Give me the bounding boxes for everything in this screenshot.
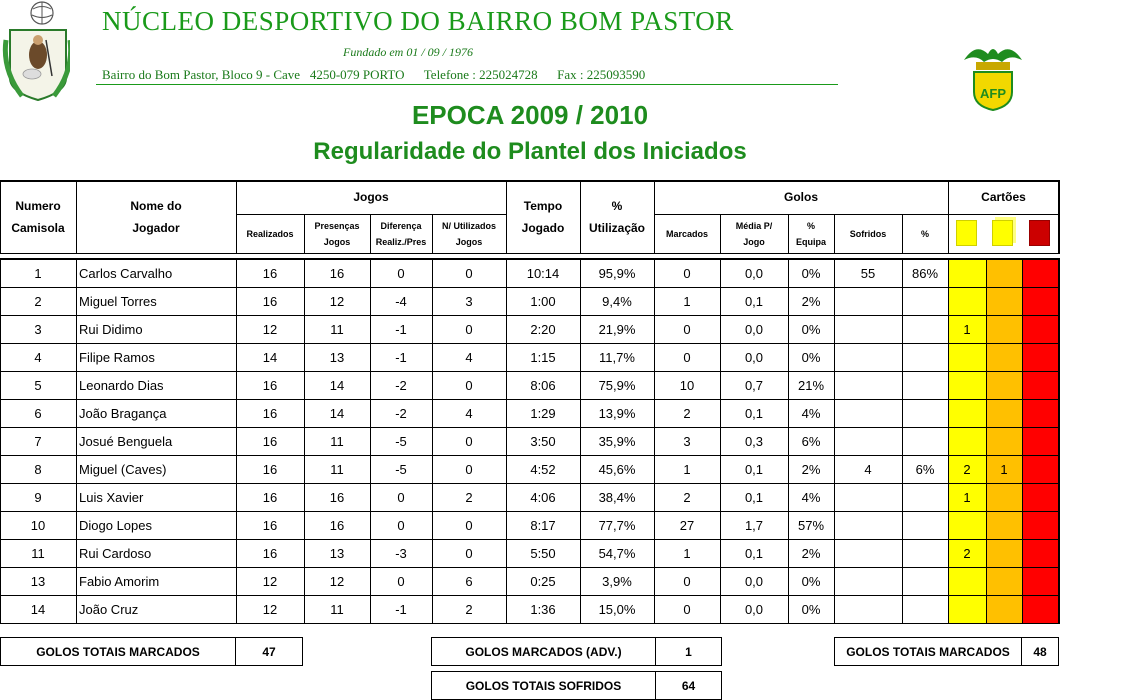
header-usage-pct-line2: Utilização	[588, 220, 645, 235]
cell-name: João Bragança	[79, 405, 167, 421]
cell-pct	[902, 399, 948, 427]
total-goals-conceded-label: GOLOS TOTAIS SOFRIDOS	[431, 671, 656, 700]
cell-tempo: 8:06	[530, 377, 556, 393]
cell-pct	[902, 371, 948, 399]
header-unused-line2: Jogos	[455, 236, 483, 247]
cell-pct	[902, 511, 948, 539]
cell-nutil: 2	[465, 489, 473, 505]
cell-name: João Cruz	[79, 601, 139, 617]
opponent-own-goals-value: 1	[655, 637, 722, 666]
header-usage-pct	[580, 180, 654, 253]
cell-y	[948, 259, 986, 287]
cell-dif: -1	[395, 321, 407, 337]
cell-media: 0,1	[744, 545, 764, 561]
cell-media: 0,1	[744, 293, 764, 309]
cell-media: 0,0	[744, 601, 764, 617]
cell-name: Carlos Carvalho	[79, 265, 173, 281]
cell-nutil: 0	[465, 545, 473, 561]
cell-y	[948, 427, 986, 455]
cell-nutil: 0	[465, 377, 473, 393]
club-address: Bairro do Bom Pastor, Bloco 9 - Cave 4250-079 PORTO Telefone : 225024728 Fax : 225093590	[102, 67, 646, 82]
cell-media: 0,1	[744, 461, 764, 477]
cell-y2	[986, 287, 1022, 315]
cell-y2	[986, 567, 1022, 595]
cell-media: 0,1	[744, 405, 764, 421]
cell-nutil: 4	[465, 405, 473, 421]
header-games-played-line1: Realizados	[246, 228, 294, 239]
club-name: NÚCLEO DESPORTIVO DO BAIRRO BOM PASTOR	[102, 6, 734, 36]
header-time-played-line1: Tempo	[523, 198, 563, 213]
cell-marc: 2	[683, 405, 691, 421]
cell-real: 12	[262, 573, 278, 589]
cell-pres: 12	[329, 293, 345, 309]
cell-equipa: 2%	[801, 461, 821, 477]
cell-marc: 2	[683, 489, 691, 505]
header-team-pct-line1: %	[806, 220, 815, 231]
cell-nutil: 0	[465, 321, 473, 337]
cell-real: 14	[262, 349, 278, 365]
cell-sofr	[834, 427, 902, 455]
cell-pct	[902, 539, 948, 567]
cell-equipa: 21%	[797, 377, 825, 393]
header-appearances	[304, 214, 370, 253]
cell-media: 0,1	[744, 489, 764, 505]
cell-tempo: 2:20	[530, 321, 556, 337]
cell-media: 0,7	[744, 377, 764, 393]
cell-real: 16	[262, 489, 278, 505]
cell-pct	[902, 343, 948, 371]
cell-y2	[986, 511, 1022, 539]
cell-equipa: 0%	[801, 573, 821, 589]
cell-sofr	[834, 315, 902, 343]
header-unused	[432, 214, 506, 253]
cell-nutil: 3	[465, 293, 473, 309]
header-team-pct-line2: Equipa	[795, 236, 826, 247]
cell-util: 13,9%	[598, 405, 636, 421]
cell-num: 6	[34, 405, 42, 421]
cell-r	[1022, 371, 1059, 399]
header-team-pct	[788, 214, 834, 253]
cell-y	[948, 287, 986, 315]
opponent-own-goals-label: GOLOS MARCADOS (ADV.)	[431, 637, 656, 666]
cell-tempo: 1:36	[530, 601, 556, 617]
cell-equipa: 4%	[801, 489, 821, 505]
cell-equipa: 2%	[801, 545, 821, 561]
cell-tempo: 10:14	[526, 265, 560, 281]
header-goals-scored-line1: Marcados	[665, 228, 709, 239]
cell-equipa: 0%	[801, 349, 821, 365]
header-unused-line1: N/ Utilizados	[441, 220, 496, 231]
cell-dif: 0	[397, 489, 405, 505]
cell-nutil: 0	[465, 433, 473, 449]
cell-y	[948, 399, 986, 427]
cell-pct	[902, 483, 948, 511]
cell-y2	[986, 539, 1022, 567]
cell-marc: 3	[683, 433, 691, 449]
red-card-icon	[1029, 220, 1050, 246]
cell-util: 54,7%	[598, 545, 636, 561]
cell-real: 12	[262, 321, 278, 337]
cell-real: 16	[262, 517, 278, 533]
grid-line	[948, 214, 1059, 215]
cell-y2	[986, 343, 1022, 371]
cell-y2	[986, 315, 1022, 343]
cell-util: 45,6%	[598, 461, 636, 477]
cell-util: 38,4%	[598, 489, 636, 505]
cell-dif: -2	[395, 405, 407, 421]
cell-y: 2	[963, 545, 971, 561]
cell-y2: 1	[1000, 461, 1008, 477]
cell-r	[1022, 259, 1059, 287]
cell-pct	[902, 287, 948, 315]
cell-num: 1	[34, 265, 42, 281]
header-appearances-line2: Jogos	[323, 236, 351, 247]
header-player-name-line2: Jogador	[132, 220, 180, 235]
cell-num: 7	[34, 433, 42, 449]
cell-num: 10	[30, 517, 46, 533]
cell-tempo: 1:00	[530, 293, 556, 309]
header-time-played	[506, 180, 580, 253]
cell-equipa: 0%	[801, 321, 821, 337]
header-usage-pct-line1: %	[611, 198, 623, 213]
cell-equipa: 57%	[797, 517, 825, 533]
cell-num: 2	[34, 293, 42, 309]
cell-sofr	[834, 511, 902, 539]
header-difference-line1: Diferença	[380, 220, 422, 231]
cell-y2	[986, 371, 1022, 399]
cell-tempo: 1:29	[530, 405, 556, 421]
cell-r	[1022, 455, 1059, 483]
header-goals-conceded	[834, 214, 902, 253]
cell-util: 21,9%	[598, 321, 636, 337]
cell-marc: 0	[683, 601, 691, 617]
header-goals-group: Golos	[783, 190, 818, 204]
cell-name: Fabio Amorim	[79, 573, 160, 589]
cell-pct	[902, 315, 948, 343]
grand-total-goals-label: GOLOS TOTAIS MARCADOS	[834, 637, 1022, 666]
cell-sofr: 4	[864, 461, 872, 477]
cell-equipa: 6%	[801, 433, 821, 449]
cell-r	[1022, 483, 1059, 511]
cell-sofr	[834, 399, 902, 427]
cell-y: 1	[963, 489, 971, 505]
cell-nutil: 0	[465, 461, 473, 477]
cell-tempo: 5:50	[530, 545, 556, 561]
cell-tempo: 8:17	[530, 517, 556, 533]
header-games-played	[236, 214, 304, 253]
cell-pct	[902, 567, 948, 595]
cell-pres: 13	[329, 349, 345, 365]
cell-r	[1022, 595, 1059, 623]
header-games-group: Jogos	[353, 190, 389, 204]
cell-util: 15,0%	[598, 601, 636, 617]
header-conceded-pct	[902, 214, 948, 253]
cell-media: 0,0	[744, 349, 764, 365]
cell-pres: 16	[329, 265, 345, 281]
cell-pres: 14	[329, 377, 345, 393]
cell-name: Rui Cardoso	[79, 545, 152, 561]
cell-media: 0,0	[744, 573, 764, 589]
cell-sofr	[834, 371, 902, 399]
header-goals-per-game-line2: Jogo	[743, 236, 765, 247]
cell-real: 16	[262, 545, 278, 561]
cell-dif: -5	[395, 433, 407, 449]
header-difference-line2: Realiz./Pres	[375, 236, 427, 247]
cell-real: 16	[262, 405, 278, 421]
cell-y	[948, 595, 986, 623]
cell-tempo: 3:50	[530, 433, 556, 449]
cell-real: 16	[262, 265, 278, 281]
cell-num: 13	[30, 573, 46, 589]
cell-marc: 0	[683, 573, 691, 589]
cell-dif: 0	[397, 517, 405, 533]
cell-y	[948, 567, 986, 595]
cell-pres: 11	[330, 321, 344, 337]
cell-real: 12	[262, 601, 278, 617]
header-goals-per-game	[720, 214, 788, 253]
cell-marc: 27	[679, 517, 695, 533]
cell-y2	[986, 427, 1022, 455]
cell-num: 4	[34, 349, 42, 365]
cell-nutil: 6	[465, 573, 473, 589]
report-title: Regularidade do Plantel dos Iniciados	[313, 138, 747, 165]
cell-num: 5	[34, 377, 42, 393]
cell-y2	[986, 259, 1022, 287]
cell-pres: 14	[329, 405, 345, 421]
cell-sofr: 55	[860, 265, 876, 281]
cell-util: 95,9%	[598, 265, 636, 281]
cell-real: 16	[262, 461, 278, 477]
cell-equipa: 0%	[801, 265, 821, 281]
cell-r	[1022, 539, 1059, 567]
cell-r	[1022, 343, 1059, 371]
cell-marc: 10	[679, 377, 695, 393]
cell-name: Filipe Ramos	[79, 349, 155, 365]
cell-pres: 12	[329, 573, 345, 589]
cell-nutil: 0	[465, 517, 473, 533]
grid-line	[1059, 259, 1060, 623]
cell-dif: -5	[395, 461, 407, 477]
header-shirt-number-line2: Camisola	[11, 220, 65, 235]
yellow-card-icon	[956, 220, 977, 246]
cell-util: 9,4%	[602, 293, 632, 309]
cell-dif: -2	[395, 377, 407, 393]
cell-sofr	[834, 343, 902, 371]
double-yellow-card-icon	[992, 220, 1013, 246]
cell-y	[948, 511, 986, 539]
cell-sofr	[834, 595, 902, 623]
cell-r	[1022, 427, 1059, 455]
grid-line	[0, 253, 1060, 254]
cell-real: 16	[262, 377, 278, 393]
cell-name: Josué Benguela	[79, 433, 173, 449]
cell-r	[1022, 511, 1059, 539]
grid-line	[948, 214, 949, 253]
cell-name: Miguel (Caves)	[79, 461, 167, 477]
total-goals-scored-value: 47	[235, 637, 303, 666]
cell-media: 0,0	[744, 265, 764, 281]
cell-dif: -1	[395, 349, 407, 365]
header-goals-conceded-line1: Sofridos	[849, 228, 887, 239]
header-goals-scored	[654, 214, 720, 253]
cell-y	[948, 343, 986, 371]
header-appearances-line1: Presenças	[314, 220, 360, 231]
header-cards-group: Cartões	[981, 190, 1026, 204]
cell-marc: 1	[683, 545, 691, 561]
cell-equipa: 4%	[801, 405, 821, 421]
cell-media: 0,0	[744, 321, 764, 337]
cell-name: Luis Xavier	[79, 489, 144, 505]
total-goals-conceded-value: 64	[655, 671, 722, 700]
header-player-name-line1: Nome do	[130, 198, 182, 213]
cell-r	[1022, 567, 1059, 595]
cell-r	[1022, 287, 1059, 315]
cell-tempo: 1:15	[530, 349, 556, 365]
grand-total-goals-value: 48	[1021, 637, 1059, 666]
cell-sofr	[834, 483, 902, 511]
grid-line	[0, 623, 1060, 624]
cell-y	[948, 371, 986, 399]
season-title: EPOCA 2009 / 2010	[411, 100, 649, 130]
cell-dif: -4	[395, 293, 407, 309]
cell-dif: -3	[395, 545, 407, 561]
cell-pct: 86%	[911, 265, 939, 281]
cell-util: 77,7%	[598, 517, 636, 533]
cell-sofr	[834, 287, 902, 315]
total-goals-scored-label: GOLOS TOTAIS MARCADOS	[0, 637, 236, 666]
cell-nutil: 2	[465, 601, 473, 617]
cell-media: 1,7	[744, 517, 764, 533]
cell-util: 35,9%	[598, 433, 636, 449]
cell-marc: 0	[683, 321, 691, 337]
grid-line	[1059, 180, 1060, 253]
cell-y2	[986, 595, 1022, 623]
cell-num: 3	[34, 321, 42, 337]
cell-sofr	[834, 567, 902, 595]
cell-name: Leonardo Dias	[79, 377, 164, 393]
cell-pres: 11	[330, 461, 344, 477]
cell-marc: 1	[683, 293, 691, 309]
cell-tempo: 4:06	[530, 489, 556, 505]
cell-nutil: 0	[465, 265, 473, 281]
header-difference	[370, 214, 432, 253]
cell-equipa: 0%	[801, 601, 821, 617]
cell-name: Rui Didimo	[79, 321, 143, 337]
cell-util: 11,7%	[599, 349, 635, 365]
cell-equipa: 2%	[801, 293, 821, 309]
header-shirt-number-line1: Numero	[15, 198, 61, 213]
cell-pres: 16	[329, 489, 345, 505]
cell-y2	[986, 399, 1022, 427]
header-player-name	[76, 180, 236, 253]
cell-num: 9	[34, 489, 42, 505]
cell-sofr	[834, 539, 902, 567]
cell-dif: -1	[395, 601, 407, 617]
cell-nutil: 4	[465, 349, 473, 365]
cell-media: 0,3	[744, 433, 764, 449]
cell-pct	[902, 595, 948, 623]
cell-util: 3,9%	[602, 573, 632, 589]
cell-r	[1022, 315, 1059, 343]
cell-num: 8	[34, 461, 42, 477]
cell-num: 14	[30, 601, 46, 617]
cell-real: 16	[262, 293, 278, 309]
cell-name: Diogo Lopes	[79, 517, 152, 533]
header-time-played-line2: Jogado	[521, 220, 565, 235]
cell-marc: 0	[683, 265, 691, 281]
cell-r	[1022, 399, 1059, 427]
cell-pres: 16	[329, 517, 345, 533]
founded-date: Fundado em 01 / 09 / 1976	[343, 45, 473, 59]
cell-pres: 13	[329, 545, 345, 561]
cell-real: 16	[262, 433, 278, 449]
cell-marc: 1	[683, 461, 691, 477]
cell-dif: 0	[397, 265, 405, 281]
association-crest-letters: AFP	[980, 86, 1006, 101]
cell-dif: 0	[397, 573, 405, 589]
cell-y2	[986, 483, 1022, 511]
cell-num: 11	[31, 545, 45, 561]
header-conceded-pct-line1: %	[920, 228, 929, 239]
cell-marc: 0	[683, 349, 691, 365]
cell-tempo: 4:52	[530, 461, 556, 477]
cell-y: 2	[963, 461, 971, 477]
header-goals-per-game-line1: Média P/	[735, 220, 773, 231]
cell-pres: 11	[330, 433, 344, 449]
cell-name: Miguel Torres	[79, 293, 157, 309]
cell-tempo: 0:25	[530, 573, 556, 589]
cell-pct	[902, 427, 948, 455]
cell-util: 75,9%	[598, 377, 636, 393]
cell-pres: 11	[330, 601, 344, 617]
cell-pct: 6%	[915, 461, 935, 477]
cell-y: 1	[963, 321, 971, 337]
header-shirt-number	[0, 180, 76, 253]
